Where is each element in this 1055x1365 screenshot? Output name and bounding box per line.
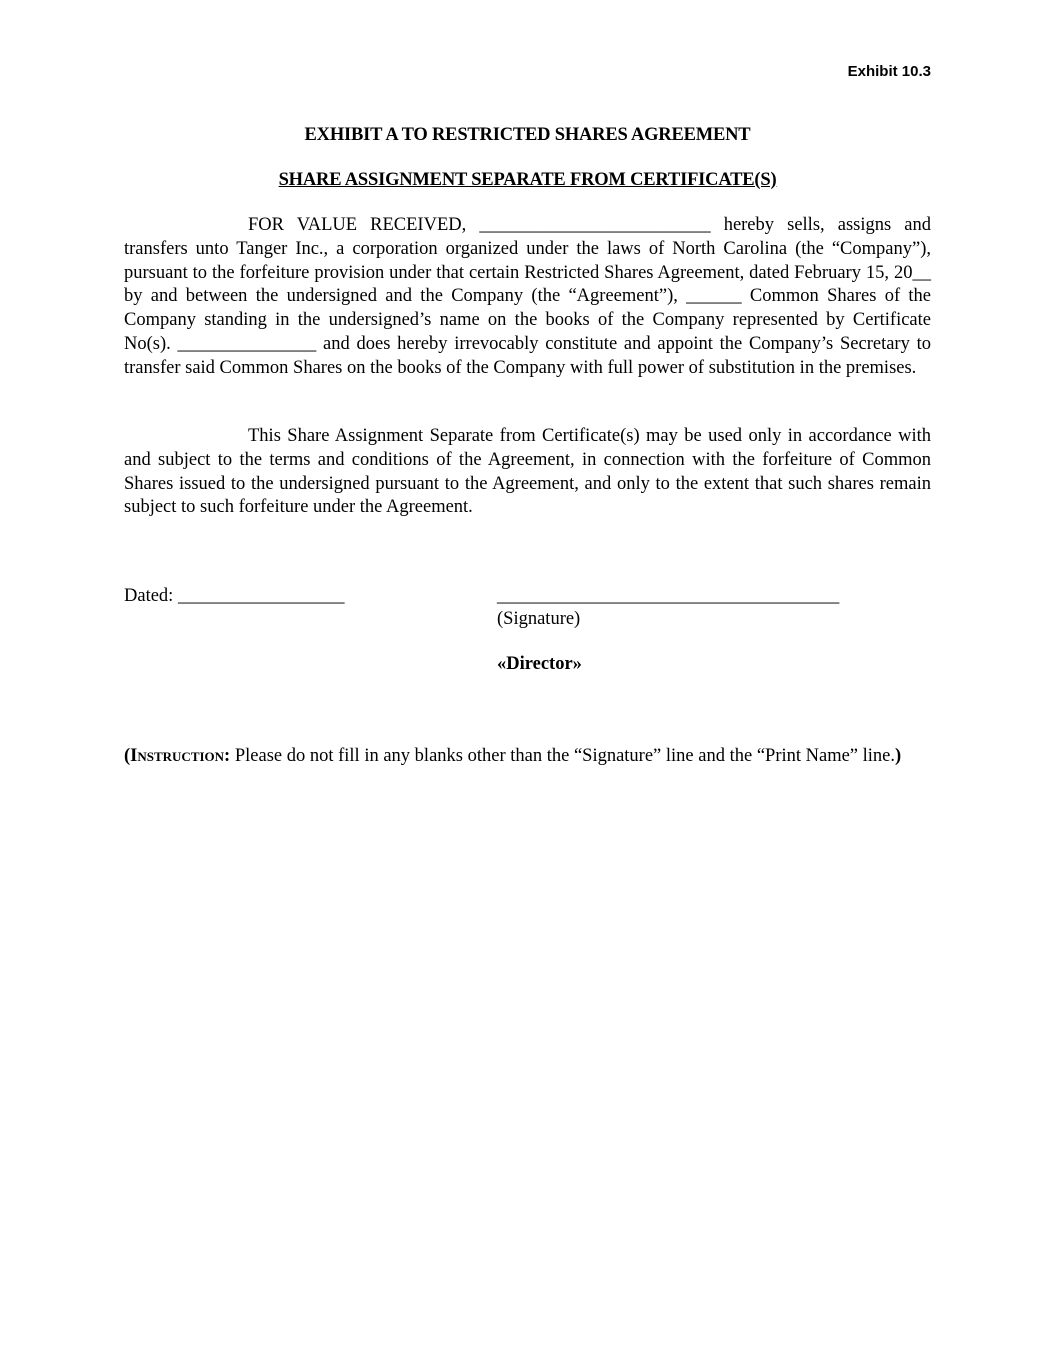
document-subtitle: SHARE ASSIGNMENT SEPARATE FROM CERTIFICATE(S) (278, 170, 777, 190)
dated-field (124, 586, 344, 607)
instruction-text: Please do not fill in any blanks other than the “Signature” line and the “Print Name” line. (230, 746, 896, 766)
instruction-note (124, 745, 931, 769)
dated-blank: __________________ (177, 586, 345, 606)
usage-paragraph: This Share Assignment Separate from Certificate(s) may be used only in accordance with and subject to the terms and conditions of the Agreement, in connection with the forfeiture of Common Shares issued to the undersigned pursuant to the Agreement, and only to the extent that such shares remain subject to such forfeiture under the Agreement. (124, 426, 931, 518)
instruction-label: Instruction: (130, 746, 231, 766)
document-title: EXHIBIT A TO RESTRICTED SHARES AGREEMENT (304, 125, 751, 145)
signature-label: (Signature) (497, 609, 581, 629)
instruction-close-paren: ) (895, 746, 902, 766)
signer-name: «Director» (497, 654, 582, 674)
assignment-paragraph: FOR VALUE RECEIVED, _________________________ hereby sells, assigns and transfers unto Tanger Inc., a corporation organized under the laws of North Carolina (the “Company”), pursuant to the forfeiture provision under that certain Restricted Shares Agreement, dated February 15, 20__ by and between the undersigned and the Company (the “Agreement”), ______ Common Shares of the Company standing in the undersigned’s name on the books of the Company represented by Certificate No(s). _______________ and does hereby irrevocably constitute and appoint the Company’s Secretary to transfer said Common Shares on the books of the Company with full power of substitution in the premises. (124, 215, 931, 378)
instruction-open-paren: ( (124, 746, 131, 766)
signature-blank: _____________________________________ (497, 586, 840, 606)
dated-label: Dated: (124, 586, 174, 606)
exhibit-number: Exhibit 10.3 (847, 63, 931, 80)
